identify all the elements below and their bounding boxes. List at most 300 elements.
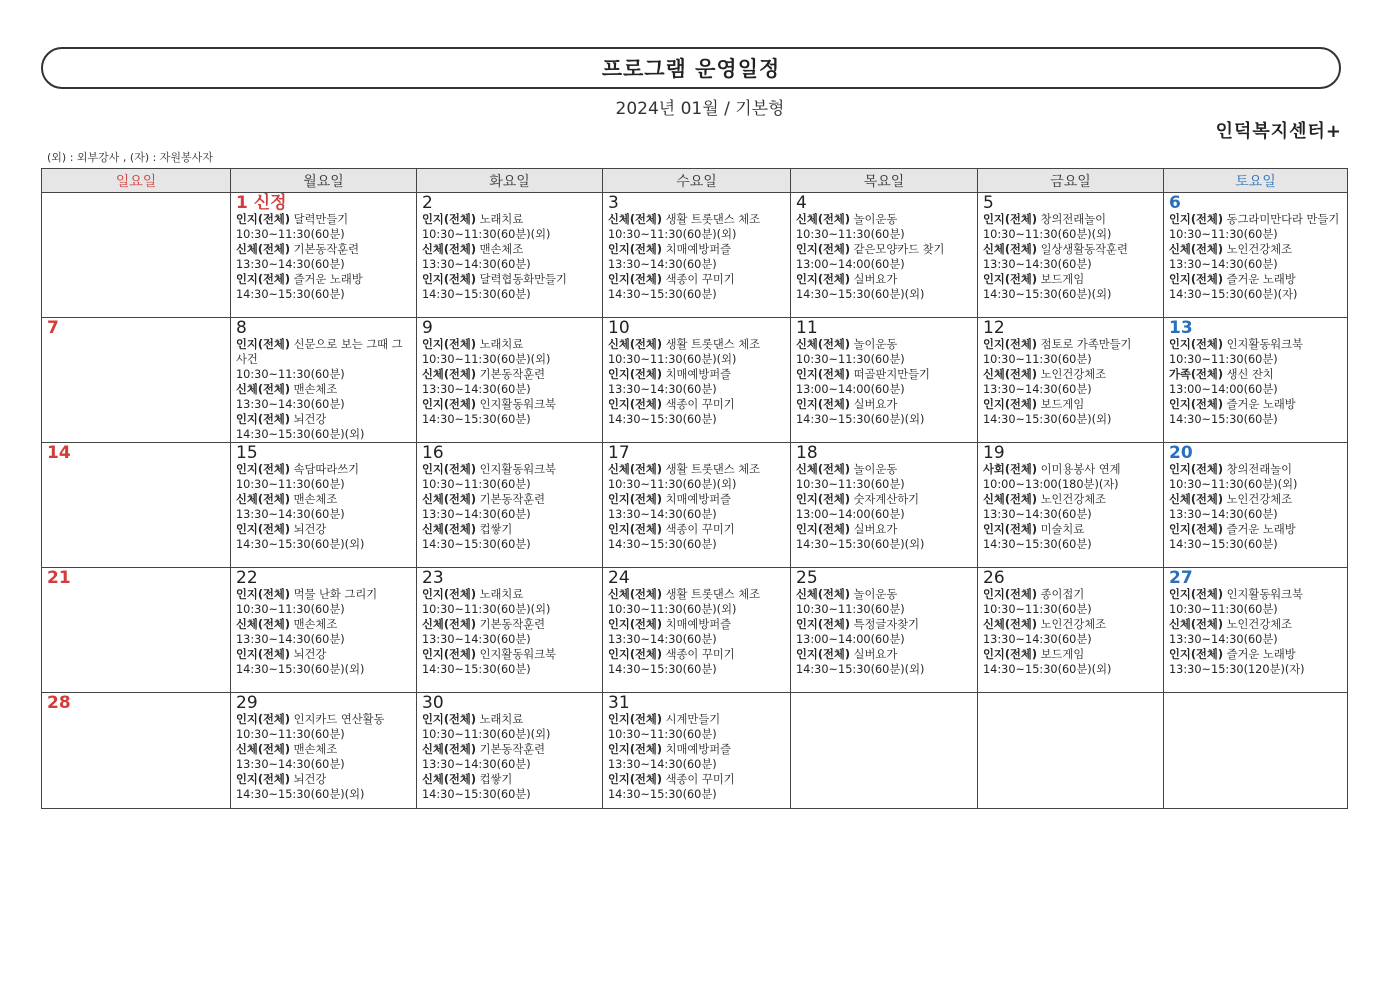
program-item (236, 272, 412, 302)
program-item (608, 742, 786, 772)
program-name: 컵쌓기 (479, 523, 513, 536)
program-time: 13:30~14:30(60분) (422, 508, 531, 521)
program-category: 신체(전체) (422, 773, 476, 786)
program-name: 맨손체조 (293, 618, 338, 631)
program-item (608, 522, 786, 552)
day-cell (417, 693, 603, 809)
program-category: 인지(전체) (422, 648, 476, 661)
program-item (1169, 242, 1343, 272)
program-category: 인지(전체) (983, 398, 1037, 411)
program-time: 10:00~13:00(180분)(자) (983, 478, 1119, 491)
program-item (796, 397, 973, 427)
program-time: 13:30~14:30(60분) (608, 633, 717, 646)
day-cell (978, 693, 1164, 809)
program-item (422, 647, 598, 677)
day-number: 5 (983, 193, 994, 213)
day-cell (791, 568, 978, 693)
day-number: 12 (983, 318, 1005, 338)
program-name: 인지활동워크북 (1226, 588, 1303, 601)
program-name: 즐거운 노래방 (1226, 523, 1296, 536)
program-name: 맨손체조 (293, 743, 338, 756)
program-category: 인지(전체) (1169, 648, 1223, 661)
program-time: 13:30~14:30(60분) (1169, 633, 1278, 646)
week-row (42, 693, 1348, 809)
day-number: 30 (422, 693, 444, 713)
day-cell (417, 568, 603, 693)
program-category: 신체(전체) (236, 493, 290, 506)
program-item (236, 712, 412, 742)
program-category: 신체(전체) (236, 243, 290, 256)
program-item (796, 462, 973, 492)
program-category: 신체(전체) (1169, 493, 1223, 506)
program-time: 14:30~15:30(60분) (1169, 538, 1278, 551)
day-cell (1164, 318, 1348, 443)
program-category: 신체(전체) (983, 243, 1037, 256)
program-name: 뇌건강 (293, 773, 327, 786)
day-cell (603, 443, 791, 568)
program-time: 14:30~15:30(60분) (983, 538, 1092, 551)
program-time: 14:30~15:30(60분) (422, 288, 531, 301)
program-category: 인지(전체) (983, 338, 1037, 351)
program-time: 10:30~11:30(60분) (236, 603, 345, 616)
program-name: 창의전래놀이 (1226, 463, 1293, 476)
program-item (1169, 367, 1343, 397)
program-name: 노래치료 (479, 213, 524, 226)
program-item (236, 772, 412, 802)
program-item (1169, 647, 1343, 677)
program-category: 신체(전체) (1169, 618, 1223, 631)
program-item (983, 242, 1159, 272)
program-item (1169, 587, 1343, 617)
day-cell (603, 568, 791, 693)
program-category: 신체(전체) (422, 523, 476, 536)
week-row (42, 443, 1348, 568)
day-cell (1164, 568, 1348, 693)
program-name: 놀이운동 (853, 463, 898, 476)
day-cell (791, 318, 978, 443)
program-time: 13:30~14:30(60분) (422, 383, 531, 396)
program-item (796, 647, 973, 677)
day-number: 9 (422, 318, 433, 338)
program-name: 색종이 꾸미기 (665, 648, 735, 661)
program-name: 생활 트롯댄스 체조 (665, 338, 761, 351)
day-cell (231, 568, 417, 693)
program-category: 인지(전체) (983, 648, 1037, 661)
program-name: 노인건강체조 (1040, 618, 1107, 631)
day-number: 25 (796, 568, 818, 588)
program-time: 13:30~14:30(60분) (1169, 508, 1278, 521)
day-number: 3 (608, 193, 619, 213)
day-number: 31 (608, 693, 630, 713)
program-time: 14:30~15:30(60분) (422, 538, 531, 551)
program-time: 10:30~11:30(60분)(외) (608, 603, 737, 616)
program-item (983, 212, 1159, 242)
program-name: 시계만들기 (665, 713, 721, 726)
program-category: 인지(전체) (608, 523, 662, 536)
day-number: 27 (1169, 568, 1193, 588)
day-number: 16 (422, 443, 444, 463)
program-name: 뇌건강 (293, 648, 327, 661)
weekday-header: 금요일 (978, 169, 1164, 193)
program-item (236, 242, 412, 272)
program-time: 14:30~15:30(60분)(외) (236, 788, 365, 801)
program-time: 13:30~14:30(60분) (236, 398, 345, 411)
program-item (422, 462, 598, 492)
day-cell (42, 318, 231, 443)
program-category: 인지(전체) (1169, 398, 1223, 411)
program-category: 인지(전체) (1169, 588, 1223, 601)
program-item (236, 587, 412, 617)
program-name: 노인건강체조 (1226, 493, 1293, 506)
program-item (422, 522, 598, 552)
program-name: 맨손체조 (293, 493, 338, 506)
program-item (983, 397, 1159, 427)
day-cell (791, 193, 978, 318)
program-category: 신체(전체) (983, 493, 1037, 506)
program-item (422, 212, 598, 242)
day-number: 19 (983, 443, 1005, 463)
program-time: 14:30~15:30(60분)(외) (236, 538, 365, 551)
program-category: 신체(전체) (422, 743, 476, 756)
program-category: 신체(전체) (796, 338, 850, 351)
program-category: 인지(전체) (236, 773, 290, 786)
program-category: 인지(전체) (608, 493, 662, 506)
program-category: 인지(전체) (1169, 338, 1223, 351)
program-name: 노래치료 (479, 588, 524, 601)
program-category: 인지(전체) (422, 398, 476, 411)
program-name: 맨손체조 (293, 383, 338, 396)
program-category: 신체(전체) (422, 368, 476, 381)
program-item (422, 272, 598, 302)
program-time: 10:30~11:30(60분) (236, 228, 345, 241)
program-category: 인지(전체) (608, 273, 662, 286)
program-name: 실버요가 (853, 648, 898, 661)
program-category: 인지(전체) (236, 588, 290, 601)
program-name: 즐거운 노래방 (1226, 398, 1296, 411)
day-cell (231, 443, 417, 568)
weekday-header: 목요일 (791, 169, 978, 193)
program-category: 인지(전체) (1169, 273, 1223, 286)
week-row (42, 318, 1348, 443)
weekday-header: 월요일 (231, 169, 417, 193)
program-time: 13:30~14:30(60분) (236, 258, 345, 271)
day-number: 18 (796, 443, 818, 463)
program-time: 10:30~11:30(60분)(외) (422, 728, 551, 741)
program-time: 10:30~11:30(60분) (1169, 228, 1278, 241)
program-item (236, 212, 412, 242)
program-category: 인지(전체) (422, 273, 476, 286)
program-time: 13:30~14:30(60분) (608, 258, 717, 271)
program-item (608, 272, 786, 302)
program-name: 일상생활동작훈련 (1040, 243, 1128, 256)
weekday-header: 일요일 (42, 169, 231, 193)
program-item (983, 272, 1159, 302)
day-cell (978, 318, 1164, 443)
day-cell (42, 443, 231, 568)
program-name: 색종이 꾸미기 (665, 398, 735, 411)
program-time: 10:30~11:30(60분)(외) (608, 353, 737, 366)
program-time: 14:30~15:30(60분)(외) (796, 288, 925, 301)
program-time: 14:30~15:30(60분) (236, 288, 345, 301)
day-number: 22 (236, 568, 258, 588)
program-name: 생신 잔치 (1226, 368, 1274, 381)
program-category: 인지(전체) (608, 713, 662, 726)
program-category: 인지(전체) (422, 713, 476, 726)
program-time: 14:30~15:30(60분)(외) (983, 413, 1112, 426)
program-time: 10:30~11:30(60분) (236, 368, 345, 381)
program-category: 인지(전체) (983, 523, 1037, 536)
day-number: 2 (422, 193, 433, 213)
subtitle: 2024년 01월 / 기본형 (615, 99, 785, 119)
day-number: 28 (47, 693, 71, 713)
program-item (422, 367, 598, 397)
program-item (1169, 212, 1343, 242)
program-time: 10:30~11:30(60분) (1169, 353, 1278, 366)
program-name: 종이접기 (1040, 588, 1085, 601)
day-cell (791, 693, 978, 809)
program-time: 13:30~14:30(60분) (608, 758, 717, 771)
program-category: 인지(전체) (1169, 213, 1223, 226)
program-time: 13:30~14:30(60분) (422, 758, 531, 771)
program-category: 인지(전체) (796, 368, 850, 381)
program-category: 인지(전체) (796, 523, 850, 536)
program-item (236, 647, 412, 677)
program-category: 인지(전체) (236, 463, 290, 476)
program-name: 달력협동화만들기 (479, 273, 567, 286)
program-item (796, 617, 973, 647)
program-time: 13:30~14:30(60분) (422, 258, 531, 271)
program-time: 13:30~14:30(60분) (608, 508, 717, 521)
day-number: 29 (236, 693, 258, 713)
program-time: 10:30~11:30(60분) (796, 603, 905, 616)
program-item (1169, 337, 1343, 367)
program-time: 14:30~15:30(60분) (608, 663, 717, 676)
program-category: 신체(전체) (608, 463, 662, 476)
program-name: 즐거운 노래방 (1226, 273, 1296, 286)
day-cell (42, 193, 231, 318)
program-name: 놀이운동 (853, 338, 898, 351)
program-name: 노인건강체조 (1226, 243, 1293, 256)
program-time: 10:30~11:30(60분) (983, 353, 1092, 366)
program-category: 신체(전체) (608, 588, 662, 601)
program-category: 신체(전체) (422, 243, 476, 256)
program-item (983, 587, 1159, 617)
program-time: 13:30~14:30(60분) (236, 758, 345, 771)
day-number: 13 (1169, 318, 1193, 338)
program-item (608, 242, 786, 272)
program-time: 14:30~15:30(60분) (608, 288, 717, 301)
program-item (608, 492, 786, 522)
program-time: 10:30~11:30(60분) (983, 603, 1092, 616)
program-name: 먹물 난화 그리기 (293, 588, 378, 601)
day-number: 7 (47, 318, 59, 338)
program-item (608, 617, 786, 647)
program-item (983, 367, 1159, 397)
day-cell (1164, 193, 1348, 318)
day-cell (978, 568, 1164, 693)
day-cell (231, 318, 417, 443)
program-category: 신체(전체) (983, 368, 1037, 381)
program-category: 인지(전체) (236, 338, 290, 351)
program-name: 기본동작훈련 (479, 493, 546, 506)
program-category: 인지(전체) (608, 368, 662, 381)
program-category: 신체(전체) (608, 213, 662, 226)
program-item (608, 772, 786, 802)
program-name: 뇌건강 (293, 523, 327, 536)
program-name: 보드게임 (1040, 273, 1085, 286)
week-row (42, 193, 1348, 318)
program-category: 인지(전체) (236, 713, 290, 726)
program-time: 10:30~11:30(60분)(외) (1169, 478, 1298, 491)
program-category: 인지(전체) (608, 648, 662, 661)
program-category: 가족(전체) (1169, 368, 1223, 381)
program-item (236, 742, 412, 772)
program-category: 신체(전체) (796, 213, 850, 226)
program-time: 13:30~14:30(60분) (236, 633, 345, 646)
program-time: 10:30~11:30(60분)(외) (422, 603, 551, 616)
weekday-header: 화요일 (417, 169, 603, 193)
legend: (외) : 외부강사 , (자) : 자원봉사자 (47, 151, 213, 164)
program-category: 인지(전체) (608, 398, 662, 411)
day-cell (603, 318, 791, 443)
day-number: 21 (47, 568, 71, 588)
program-name: 치매예방퍼즐 (665, 368, 732, 381)
program-item (608, 212, 786, 242)
program-item (236, 522, 412, 552)
page-title: 프로그램 운영일정 (601, 57, 781, 81)
program-name: 맨손체조 (479, 243, 524, 256)
program-time: 14:30~15:30(60분)(외) (983, 663, 1112, 676)
program-name: 즐거운 노래방 (1226, 648, 1296, 661)
weekday-header-row (42, 169, 1348, 193)
program-category: 신체(전체) (422, 493, 476, 506)
program-name: 기본동작훈련 (293, 243, 360, 256)
program-item (1169, 522, 1343, 552)
program-name: 노인건강체조 (1226, 618, 1293, 631)
program-item (796, 492, 973, 522)
program-item (236, 337, 412, 382)
program-time: 13:30~14:30(60분) (1169, 258, 1278, 271)
program-time: 14:30~15:30(60분)(외) (983, 288, 1112, 301)
program-category: 인지(전체) (236, 273, 290, 286)
day-cell (231, 693, 417, 809)
day-cell (417, 193, 603, 318)
program-name: 신문으로 보는 그때 그 사건 (236, 338, 403, 366)
program-category: 인지(전체) (422, 463, 476, 476)
program-category: 인지(전체) (236, 213, 290, 226)
program-name: 인지활동워크북 (1226, 338, 1303, 351)
day-cell (978, 443, 1164, 568)
program-item (608, 647, 786, 677)
program-item (983, 647, 1159, 677)
day-number: 8 (236, 318, 247, 338)
program-item (236, 617, 412, 647)
program-item (1169, 462, 1343, 492)
program-category: 인지(전체) (796, 648, 850, 661)
program-item (422, 772, 598, 802)
program-category: 인지(전체) (236, 648, 290, 661)
program-name: 치매예방퍼즐 (665, 743, 732, 756)
program-item (1169, 617, 1343, 647)
program-category: 인지(전체) (236, 413, 290, 426)
program-category: 신체(전체) (236, 618, 290, 631)
program-item (422, 397, 598, 427)
program-name: 인지활동워크북 (479, 648, 556, 661)
program-name: 뇌건강 (293, 413, 327, 426)
program-item (422, 242, 598, 272)
program-time: 14:30~15:30(60분)(외) (796, 663, 925, 676)
program-category: 신체(전체) (796, 588, 850, 601)
program-item (796, 522, 973, 552)
program-category: 인지(전체) (796, 398, 850, 411)
program-name: 떠골판지만들기 (853, 368, 930, 381)
program-item (236, 462, 412, 492)
program-item (236, 412, 412, 442)
program-name: 노래치료 (479, 713, 524, 726)
program-time: 14:30~15:30(60분) (422, 788, 531, 801)
program-name: 실버요가 (853, 523, 898, 536)
program-name: 이미용봉사 연계 (1040, 463, 1121, 476)
program-item (422, 742, 598, 772)
program-time: 10:30~11:30(60분) (796, 228, 905, 241)
program-category: 인지(전체) (1169, 523, 1223, 536)
program-category: 인지(전체) (422, 213, 476, 226)
program-item (608, 462, 786, 492)
day-number: 17 (608, 443, 630, 463)
program-time: 10:30~11:30(60분) (236, 478, 345, 491)
program-name: 노인건강체조 (1040, 493, 1107, 506)
program-time: 10:30~11:30(60분) (236, 728, 345, 741)
day-number: 24 (608, 568, 630, 588)
program-category: 신체(전체) (796, 463, 850, 476)
program-category: 신체(전체) (608, 338, 662, 351)
program-name: 치매예방퍼즐 (665, 618, 732, 631)
program-category: 인지(전체) (796, 243, 850, 256)
program-time: 14:30~15:30(60분) (608, 788, 717, 801)
program-category: 인지(전체) (796, 493, 850, 506)
program-category: 인지(전체) (796, 273, 850, 286)
day-cell (417, 443, 603, 568)
program-name: 창의전래놀이 (1040, 213, 1107, 226)
program-item (608, 397, 786, 427)
program-category: 인지(전체) (1169, 463, 1223, 476)
program-name: 동그라미만다라 만들기 (1226, 213, 1340, 226)
program-item (983, 337, 1159, 367)
program-item (796, 272, 973, 302)
program-time: 14:30~15:30(60분) (422, 413, 531, 426)
program-time: 10:30~11:30(60분) (422, 478, 531, 491)
program-category: 인지(전체) (608, 773, 662, 786)
day-cell (231, 193, 417, 318)
program-time: 14:30~15:30(60분) (1169, 413, 1278, 426)
program-time: 14:30~15:30(60분)(외) (796, 413, 925, 426)
program-category: 인지(전체) (983, 213, 1037, 226)
program-time: 13:30~15:30(120분)(자) (1169, 663, 1305, 676)
day-cell (1164, 443, 1348, 568)
day-number: 20 (1169, 443, 1193, 463)
program-name: 인지활동워크북 (479, 463, 556, 476)
program-category: 인지(전체) (608, 243, 662, 256)
program-time: 14:30~15:30(60분) (608, 413, 717, 426)
program-category: 인지(전체) (236, 523, 290, 536)
program-category: 신체(전체) (236, 743, 290, 756)
week-row (42, 568, 1348, 693)
program-name: 놀이운동 (853, 213, 898, 226)
program-time: 13:30~14:30(60분) (983, 508, 1092, 521)
program-name: 치매예방퍼즐 (665, 493, 732, 506)
program-category: 신체(전체) (236, 383, 290, 396)
program-time: 13:00~14:00(60분) (1169, 383, 1278, 396)
